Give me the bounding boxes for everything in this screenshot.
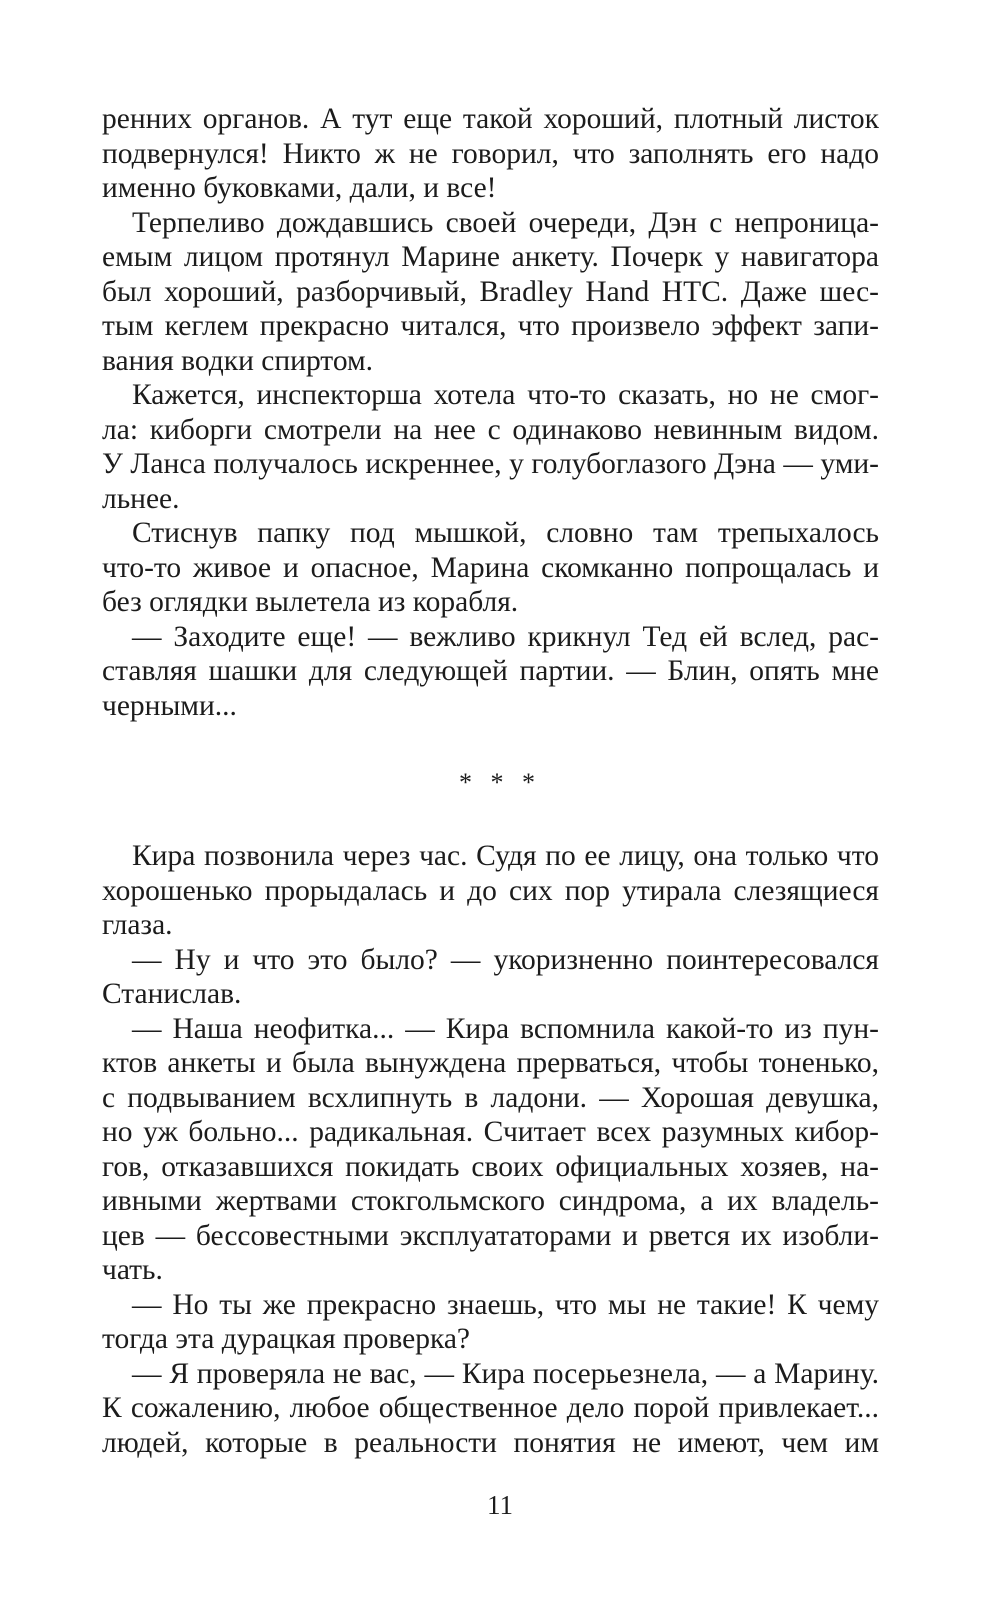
text-line: гов, отказавшихся покидать своих официальных хозяев, на- xyxy=(102,1150,879,1183)
text-line: Кира позвонила через час. Судя по ее лицу, она только что xyxy=(132,840,879,872)
text-line: льнее. xyxy=(102,482,180,515)
text-line: но уж больно... радикальная. Считает всех разумных кибор- xyxy=(102,1116,879,1148)
text-line: с подвыванием всхлипнуть в ладони. — Хорошая девушка, xyxy=(102,1081,879,1114)
text-line: емым лицом протянул Марине анкету. Почерк у навигатора xyxy=(102,241,879,273)
text-line: — Заходите еще! — вежливо крикнул Тед ей вслед, рас- xyxy=(132,620,879,653)
text-line: людей, которые в реальности понятия не имеют, чем им xyxy=(102,1426,879,1459)
text-line: ренних органов. А тут еще такой хороший, плотный листок xyxy=(102,103,879,135)
text-line: У Ланса получалось искреннее, у голубоглазого Дэна — уми- xyxy=(102,448,879,480)
text-block-top xyxy=(102,102,879,723)
text-block-bottom xyxy=(102,839,879,1460)
text-line: ставляя шашки для следующей партии. — Блин, опять мне xyxy=(102,655,879,687)
text-line: ивными жертвами стокгольмского синдрома, а их владель- xyxy=(102,1185,879,1217)
text-line: — Но ты же прекрасно знаешь, что мы не такие! К чему xyxy=(132,1288,879,1321)
text-line: подвернулся! Никто ж не говорил, что заполнять его надо xyxy=(102,137,879,170)
text-line: что-то живое и опасное, Марина скомканно попрощалась и xyxy=(102,551,879,584)
text-line: Кажется, инспекторша хотела что-то сказать, но не смог- xyxy=(132,379,879,411)
text-line: Станислав. xyxy=(102,978,242,1010)
text-line: — Ну и что это было? — укоризненно поинтересовался xyxy=(132,943,879,976)
text-line: — Наша неофитка... — Кира вспомнила какой-то из пун- xyxy=(132,1012,879,1045)
text-line: Терпеливо дождавшись своей очереди, Дэн с непроница- xyxy=(132,206,879,239)
text-line: К сожалению, любое общественное дело порой привлекает... xyxy=(102,1392,879,1424)
text-line: — Я проверяла не вас, — Кира посерьезнела, — а Марину. xyxy=(132,1357,879,1390)
text-line: тогда эта дурацкая проверка? xyxy=(102,1323,471,1355)
text-line: цев — бессовестными эксплуататорами и рвется их изобли- xyxy=(102,1219,879,1252)
text-line: ла: киборги смотрели на нее с одинаково невинным видом. xyxy=(102,413,879,446)
text-line: чать. xyxy=(102,1254,163,1286)
text-line: именно буковками, дали, и все! xyxy=(102,172,497,204)
text-line: был хороший, разборчивый, Bradley Hand HTC. Даже шес- xyxy=(102,275,879,308)
text-line: ктов анкеты и была вынуждена прерваться, чтобы тоненько, xyxy=(102,1047,879,1079)
text-line: черными... xyxy=(102,689,237,722)
text-line: без оглядки вылетела из корабля. xyxy=(102,586,519,618)
text-line: Стиснув папку под мышкой, словно там трепыхалось xyxy=(132,517,879,549)
text-line: хорошенько прорыдалась и до сих пор утирала слезящиеся xyxy=(102,874,879,907)
text-line: вания водки спиртом. xyxy=(102,344,374,377)
text-line: тым кеглем прекрасно читался, что произвело эффект запи- xyxy=(102,310,879,342)
section-separator: * * * xyxy=(459,768,541,797)
text-line: глаза. xyxy=(102,909,173,941)
page-number: 11 xyxy=(487,1490,513,1520)
